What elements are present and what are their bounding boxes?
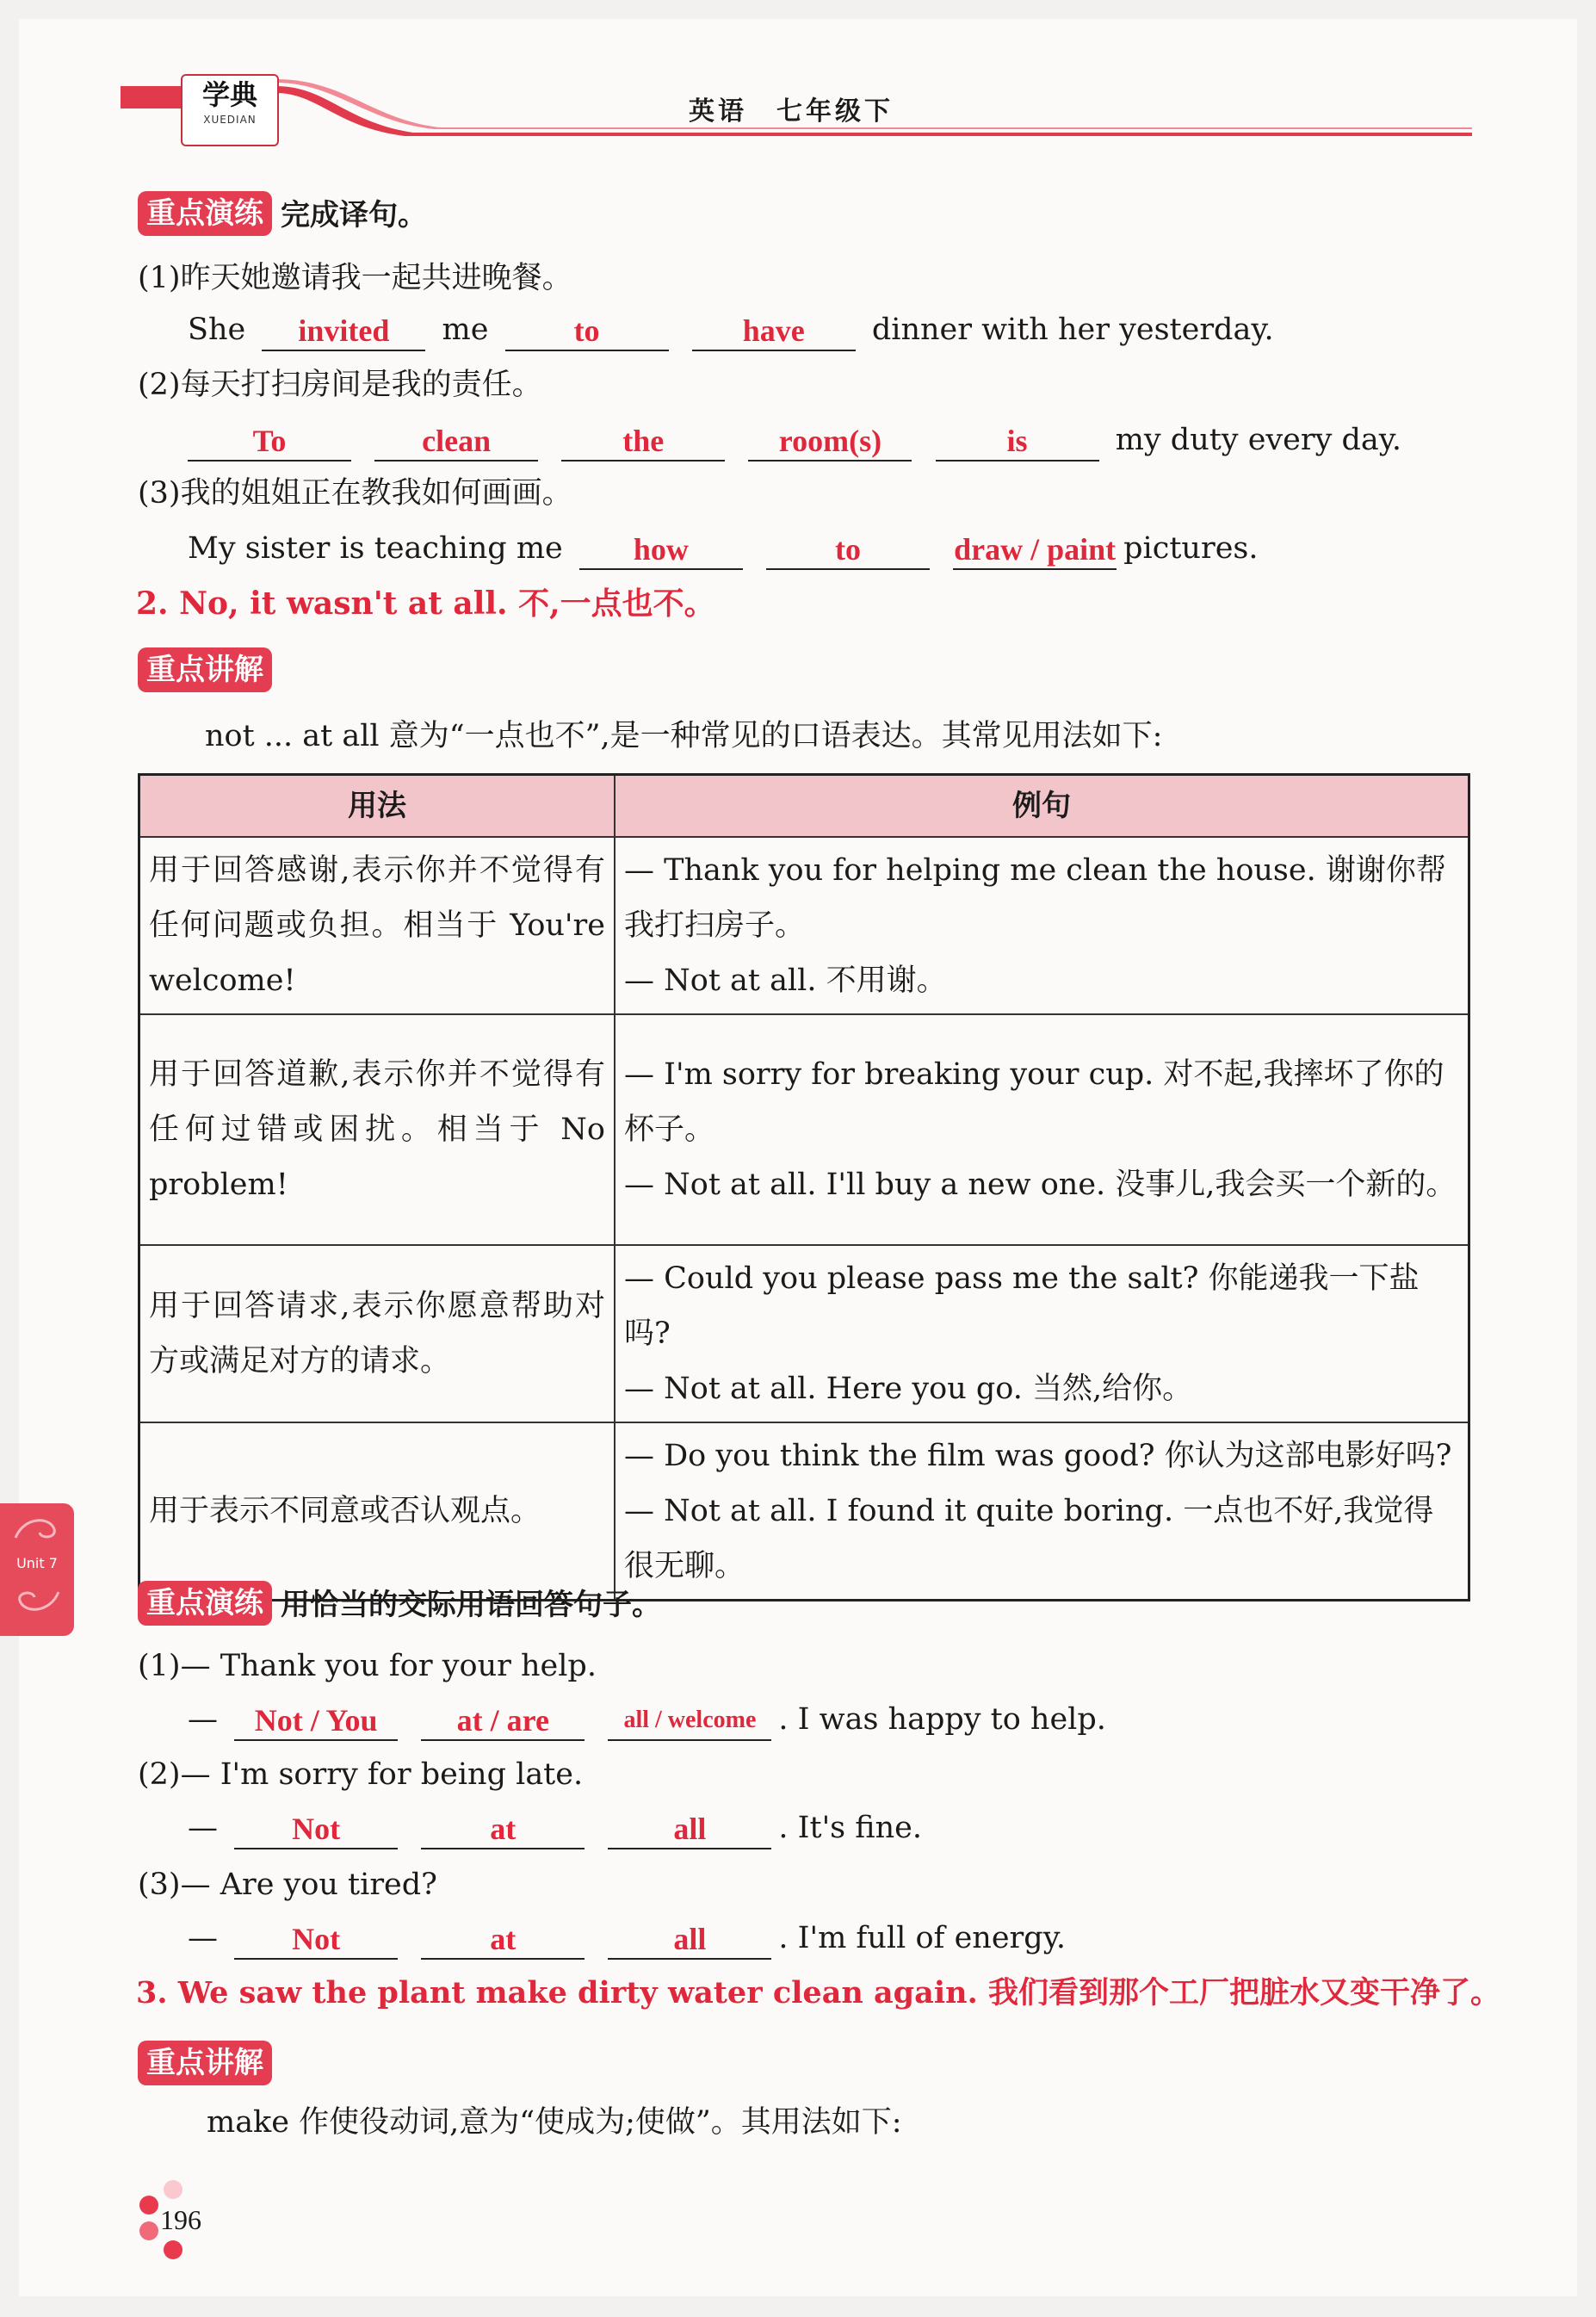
s2-q2-end: . It's fine. bbox=[778, 1811, 922, 1845]
practice-badge: 重点演练 bbox=[138, 191, 272, 236]
table-cell-usage: 用于回答请求,表示你愿意帮助对方或满足对方的请求。 bbox=[139, 1245, 616, 1422]
page-number: 196 bbox=[160, 2204, 201, 2235]
q1-start: She bbox=[188, 313, 246, 347]
header-title: 英语 七年级下 bbox=[689, 96, 894, 127]
explain-section-2 bbox=[138, 647, 272, 692]
q3-blank-2: to bbox=[766, 530, 930, 570]
table-header-row bbox=[139, 775, 1469, 838]
point2-heading: 2. No, it wasn't at all. 不,一点也不。 bbox=[136, 585, 715, 622]
s2-q1-answer bbox=[188, 1698, 1106, 1741]
q3-end: pictures. bbox=[1123, 531, 1259, 566]
q1-mid: me bbox=[442, 313, 489, 347]
example-line: — Not at all. Here you go. 当然,给你。 bbox=[624, 1372, 1193, 1406]
dash: — bbox=[188, 1702, 218, 1737]
example-line: — Not at all. 不用谢。 bbox=[624, 963, 947, 998]
example-line: — Could you please pass me the salt? 你能递我一下盐吗? bbox=[624, 1261, 1420, 1351]
dash: — bbox=[188, 1811, 218, 1845]
decor-dot bbox=[139, 2196, 158, 2215]
table-header-usage: 用法 bbox=[139, 775, 616, 838]
example-line: — Not at all. I found it quite boring. 一点也不好,我觉得很无聊。 bbox=[624, 1494, 1434, 1583]
table-cell-example bbox=[615, 1245, 1469, 1422]
q1-sentence bbox=[188, 308, 1274, 351]
q2-blank-3: the bbox=[561, 422, 725, 462]
table-cell-usage: 用于回答感谢,表示你并不觉得有任何问题或负担。相当于 You're welcome! bbox=[139, 837, 616, 1014]
s2-q1-prompt: (1)— Thank you for your help. bbox=[138, 1649, 597, 1683]
example-line: — Not at all. I'll buy a new one. 没事儿,我会买一个新的。 bbox=[624, 1168, 1457, 1202]
logo-subtext: XUEDIAN bbox=[203, 114, 257, 126]
q1-end: dinner with her yesterday. bbox=[871, 313, 1274, 347]
q1-blank-1: invited bbox=[262, 312, 425, 351]
table-cell-example bbox=[615, 837, 1469, 1014]
decor-dot bbox=[164, 2240, 182, 2259]
s2-q1-end: . I was happy to help. bbox=[778, 1702, 1106, 1737]
q1-prompt: (1)昨天她邀请我一起共进晚餐。 bbox=[138, 261, 572, 295]
dash: — bbox=[188, 1921, 218, 1955]
s2-q3-blank-1: Not bbox=[234, 1920, 398, 1960]
point2-intro: not ... at all 意为“一点也不”,是一种常见的口语表达。其常见用法如下: bbox=[205, 719, 1163, 753]
q3-sentence bbox=[188, 527, 1259, 570]
q3-blank-1: how bbox=[579, 530, 743, 570]
table-cell-usage: 用于回答道歉,表示你并不觉得有任何过错或困扰。相当于 No problem! bbox=[139, 1014, 616, 1245]
table-cell-example bbox=[615, 1014, 1469, 1245]
unit-tab-label: Unit 7 bbox=[16, 1555, 58, 1571]
logo bbox=[181, 74, 279, 146]
s2-q3-prompt: (3)— Are you tired? bbox=[138, 1868, 437, 1902]
q2-prompt: (2)每天打扫房间是我的责任。 bbox=[138, 368, 542, 402]
decor-dot bbox=[139, 2221, 158, 2240]
s2-q1-blank-1: Not / You bbox=[234, 1701, 398, 1741]
s2-q1-blank-3: all / welcome bbox=[608, 1701, 771, 1741]
s2-q3-end: . I'm full of energy. bbox=[778, 1921, 1066, 1955]
q1-blank-2: to bbox=[505, 312, 669, 351]
table-cell-example bbox=[615, 1422, 1469, 1601]
point3-intro: make 作使役动词,意为“使成为;使做”。其用法如下: bbox=[207, 2105, 902, 2140]
q2-blank-1: To bbox=[188, 422, 351, 462]
s2-q2-blank-1: Not bbox=[234, 1810, 398, 1849]
q1-blank-3: have bbox=[692, 312, 856, 351]
example-line: — I'm sorry for breaking your cup. 对不起,我摔坏了你的杯子。 bbox=[624, 1057, 1444, 1147]
s2-q2-blank-3: all bbox=[608, 1810, 771, 1849]
table-cell-usage: 用于表示不同意或否认观点。 bbox=[139, 1422, 616, 1601]
swirl-icon bbox=[7, 1583, 67, 1618]
q2-end: my duty every day. bbox=[1115, 423, 1402, 457]
table-row bbox=[139, 1422, 1469, 1601]
q2-blank-4: room(s) bbox=[748, 422, 912, 462]
point3-heading: 3. We saw the plant make dirty water clean again. 我们看到那个工厂把脏水又变干净了。 bbox=[136, 1975, 1500, 2010]
logo-text: 学典 bbox=[201, 78, 257, 111]
example-line: — Do you think the film was good? 你认为这部电影好吗? bbox=[624, 1439, 1452, 1473]
explain-badge: 重点讲解 bbox=[138, 2041, 272, 2085]
table-row bbox=[139, 1014, 1469, 1245]
practice-badge: 重点演练 bbox=[138, 1581, 272, 1626]
s2-q2-answer bbox=[188, 1806, 922, 1849]
practice-instruction: 用恰当的交际用语回答句子。 bbox=[281, 1588, 661, 1622]
q3-prompt: (3)我的姐姐正在教我如何画画。 bbox=[138, 476, 572, 511]
swirl-icon bbox=[7, 1512, 67, 1546]
s2-q2-blank-2: at bbox=[421, 1810, 585, 1849]
unit-tab bbox=[0, 1503, 74, 1636]
q3-blank-3: draw / paint bbox=[953, 530, 1117, 570]
q2-blank-2: clean bbox=[374, 422, 538, 462]
table-header-example: 例句 bbox=[615, 775, 1469, 838]
s2-q3-blank-3: all bbox=[608, 1920, 771, 1960]
usage-table bbox=[138, 773, 1470, 1601]
table-row bbox=[139, 837, 1469, 1014]
explain-badge: 重点讲解 bbox=[138, 647, 272, 692]
s2-q3-blank-2: at bbox=[421, 1920, 585, 1960]
s2-q3-answer bbox=[188, 1917, 1066, 1960]
practice-instruction: 完成译句。 bbox=[281, 198, 427, 232]
table-row bbox=[139, 1245, 1469, 1422]
s2-q1-blank-2: at / are bbox=[421, 1701, 585, 1741]
decor-dot bbox=[164, 2180, 182, 2199]
q2-blank-5: is bbox=[936, 422, 1099, 462]
explain-section-3 bbox=[138, 2041, 272, 2085]
s2-q2-prompt: (2)— I'm sorry for being late. bbox=[138, 1757, 584, 1792]
practice-section-1 bbox=[138, 191, 427, 236]
q3-start: My sister is teaching me bbox=[188, 531, 563, 566]
example-line: — Thank you for helping me clean the house. 谢谢你帮我打扫房子。 bbox=[624, 853, 1446, 943]
q2-sentence bbox=[181, 418, 1401, 462]
practice-section-2 bbox=[138, 1581, 661, 1626]
